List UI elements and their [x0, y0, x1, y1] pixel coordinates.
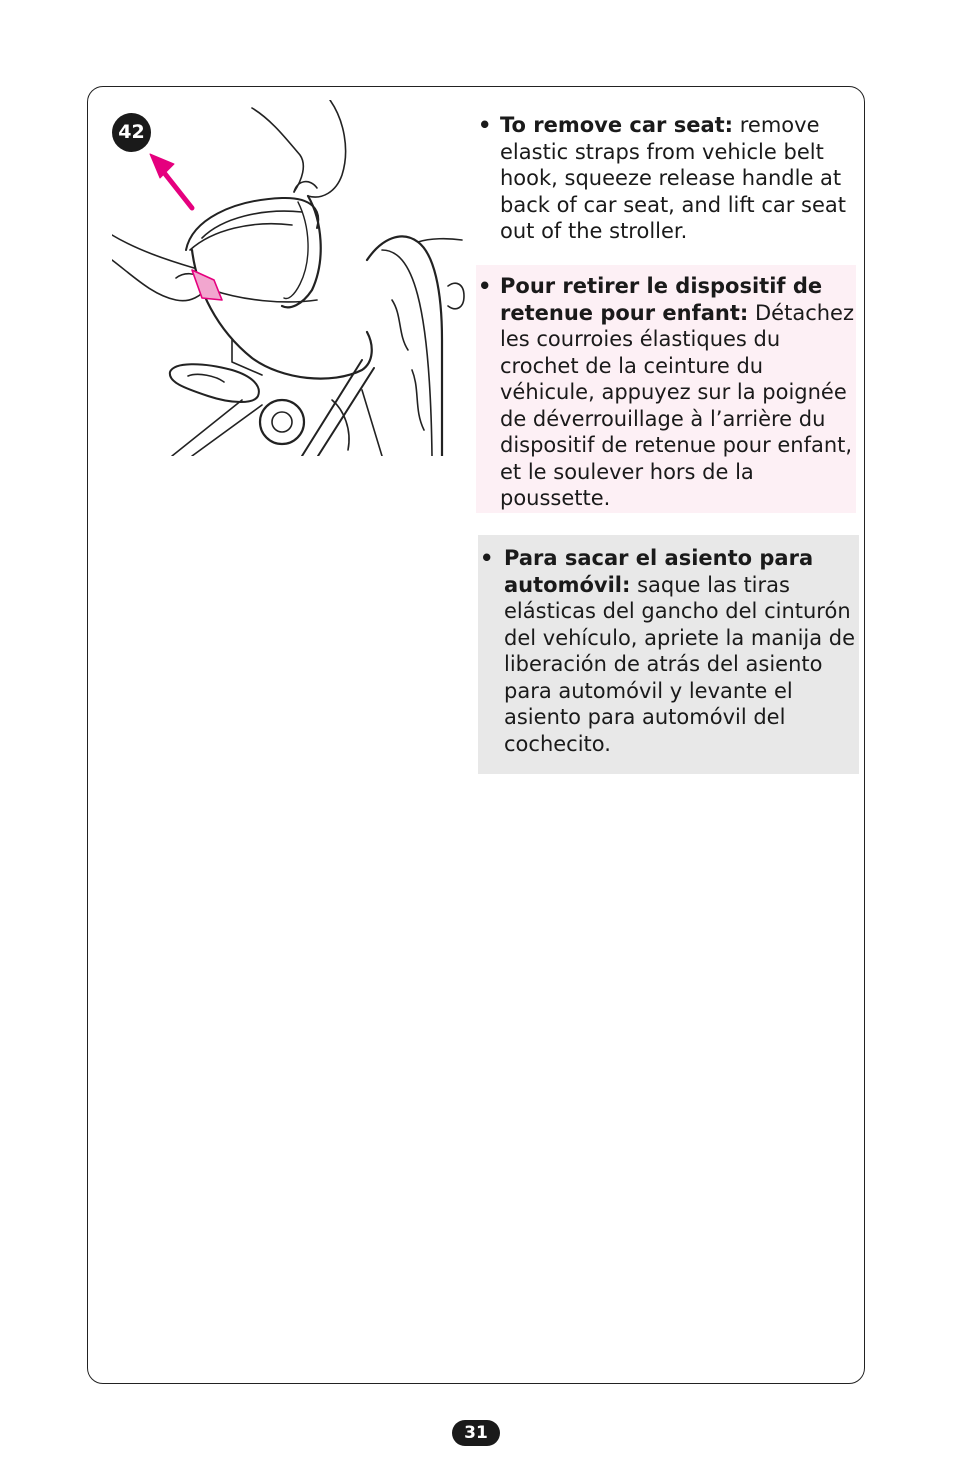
instruction-spanish	[478, 535, 859, 774]
lift-arrow-icon	[150, 154, 192, 208]
step-number: 42	[118, 121, 145, 143]
instruction-heading: To remove car seat:	[500, 113, 734, 137]
top-hand-outline	[252, 108, 303, 192]
instruction-text	[478, 112, 856, 245]
release-handle-highlight	[192, 270, 222, 300]
page-number-badge	[452, 1420, 500, 1446]
instruction-body: Détachez les courroies élastiques du crochet de la ceinture du véhicule, appuyez sur la poignée de déverrouillage à l’arrière du dispositif de retenue pour enfant, et le soulever hors de la poussette.	[500, 300, 854, 510]
instruction-heading: Pour retirer le dispositif de retenue pour enfant:	[500, 274, 823, 325]
instruction-body: saque las tiras elásticas del gancho del cinturón del vehículo, apriete la manija de liberación de atrás del asiento para automóvil y levante el asiento para automóvil del cochecito.	[504, 572, 856, 756]
instruction-body: remove elastic straps from vehicle belt hook, squeeze release handle at back of car seat, and lift car seat out of the stroller.	[500, 113, 847, 243]
instruction-heading: Para sacar el asiento para automóvil:	[504, 546, 814, 597]
instruction-english	[478, 112, 856, 245]
step-number-badge	[112, 113, 151, 152]
bullet: •	[480, 546, 494, 570]
bullet: •	[478, 274, 492, 298]
instruction-text	[480, 545, 859, 757]
bullet: •	[478, 113, 492, 137]
page-number: 31	[464, 1423, 488, 1443]
instruction-text	[478, 273, 856, 512]
car-seat-removal-illustration	[112, 100, 468, 456]
instruction-french	[476, 265, 856, 513]
